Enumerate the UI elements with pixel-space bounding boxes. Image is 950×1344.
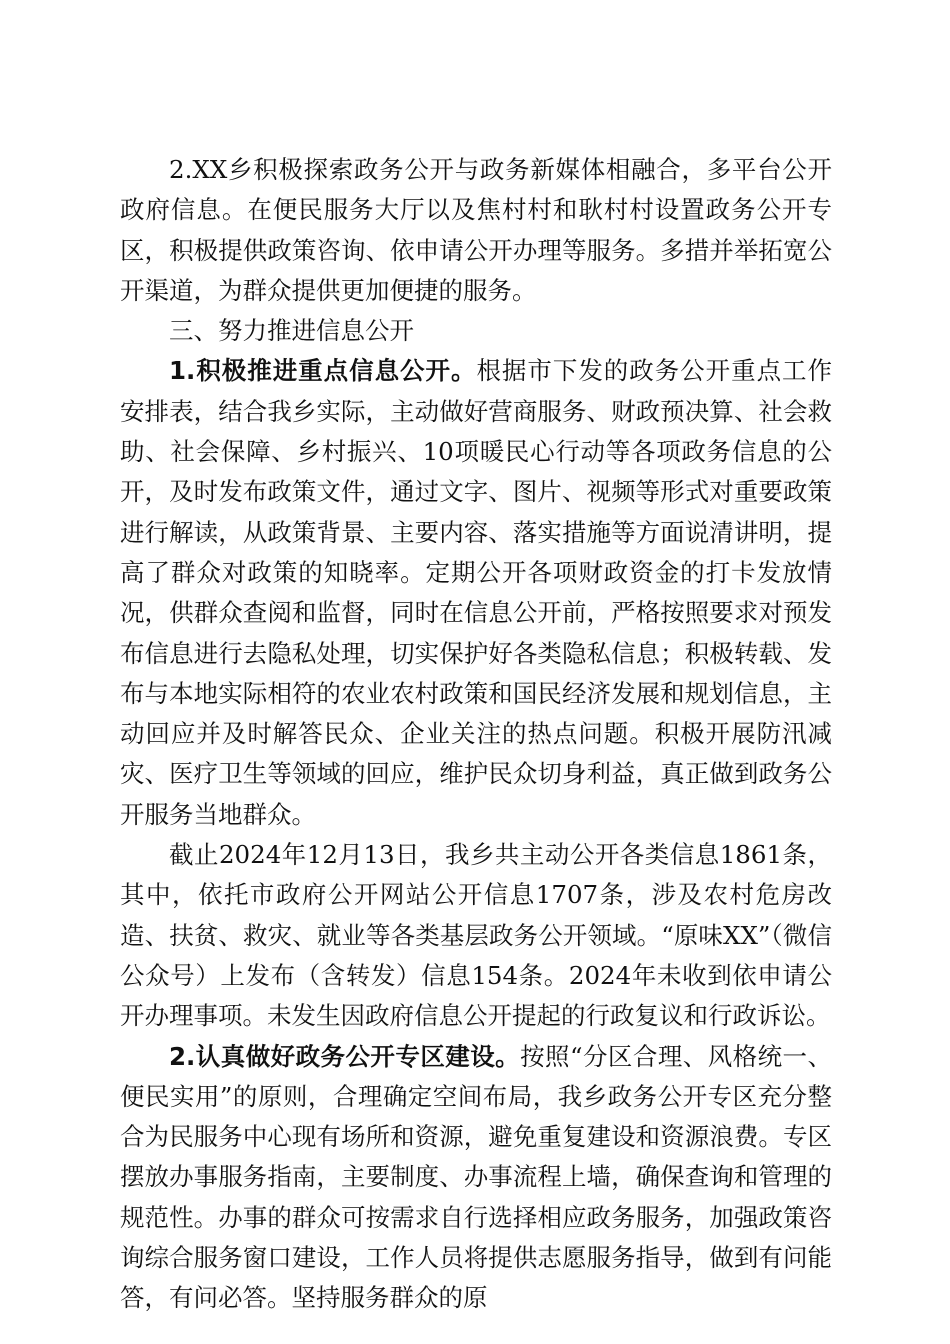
- paragraph-body-disclosure-zone: 按照“分区合理、风格统一、便民实用”的原则，合理确定空间布局，我乡政务公开专区充分整合为民服务中心现有场所和资源，避免重复建设和资源浪费。专区摆放办事服务指南，主要制度、办事流程上墙，确保查询和管理的规范性。办事的群众可按需求自行选择相应政务服务，加强政策咨询综合服务窗口建设，工作人员将提供志愿服务指导，做到有问能答，有问必答。坚持服务群众的原: [120, 1041, 832, 1313]
- paragraph-statistics: 截止2024年12月13日，我乡共主动公开各类信息1861条，其中，依托市政府公开网站公开信息1707条，涉及农村危房改造、扶贫、救灾、就业等各类基层政务公开领域。“原味XX”（微信公众号）上发布（含转发）信息154条。2024年未收到依申请公开办理事项。未发生因政府信息公开提起的行政复议和行政诉讼。: [120, 840, 832, 1031]
- paragraph-new-media: 2.XX乡积极探索政务公开与政务新媒体相融合，多平台公开政府信息。在便民服务大厅以及焦村村和耿村村设置政务公开专区，积极提供政策咨询、依申请公开办理等服务。多措并举拓宽公开渠道，为群众提供更加便捷的服务。: [120, 155, 832, 305]
- paragraph-body-key-info: 根据市下发的政务公开重点工作安排表，结合我乡实际，主动做好营商服务、财政预决算、社会救助、社会保障、乡村振兴、10项暖民心行动等各项政务信息的公开，及时发布政策文件，通过文字、图片、视频等形式对重要政策进行解读，从政策背景、主要内容、落实措施等方面说清讲明，提高了群众对政策的知晓率。定期公开各项财政资金的打卡发放情况，供群众查阅和监督，同时在信息公开前，严格按照要求对预发布信息进行去隐私处理，切实保护好各类隐私信息；积极转载、发布与本地实际相符的农业农村政策和国民经济发展和规划信息，主动回应并及时解答民众、企业关注的热点问题。积极开展防汛减灾、医疗卫生等领域的回应，维护民众切身利益，真正做到政务公开服务当地群众。: [120, 356, 833, 829]
- paragraph-lead-key-info: 1.积极推进重点信息公开。: [169, 356, 477, 386]
- paragraph-key-info-disclosure: [120, 351, 832, 835]
- paragraph-lead-disclosure-zone: 2.认真做好政务公开专区建设。: [169, 1041, 521, 1071]
- section-heading-info-disclosure: 三、努力推进信息公开: [169, 316, 414, 346]
- paragraph-disclosure-zone: [120, 1037, 832, 1319]
- document-page: [120, 150, 832, 1319]
